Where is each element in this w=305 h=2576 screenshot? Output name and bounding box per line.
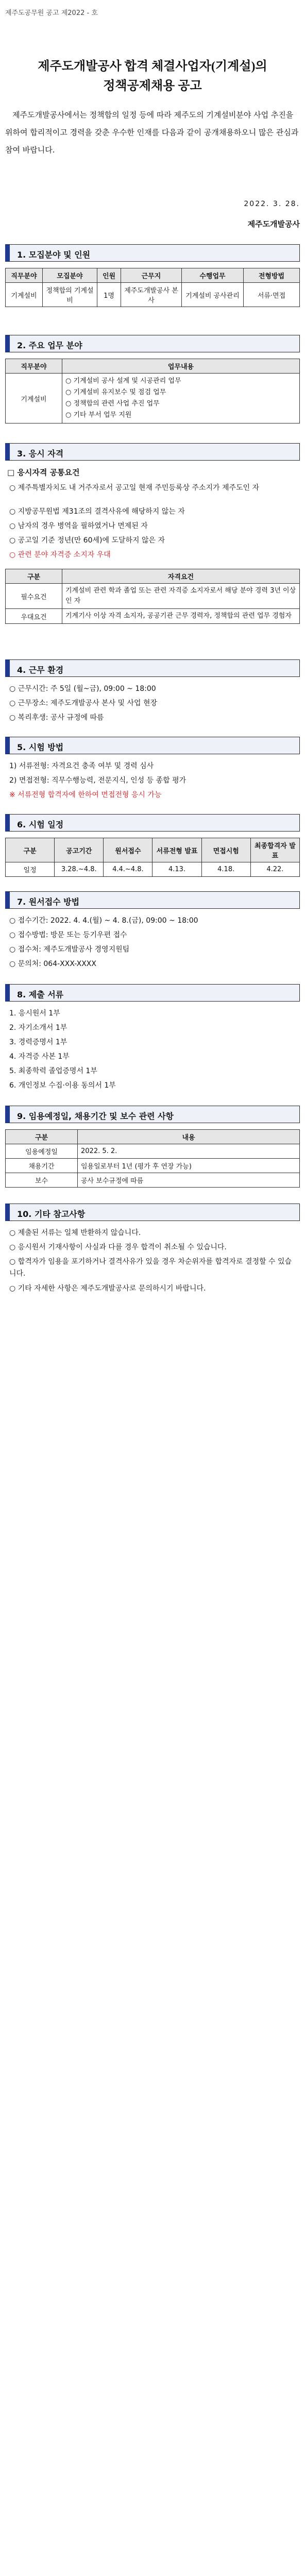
section-5-title: 5. 시험 방법 <box>17 742 64 752</box>
recruit-header: 직무분야 <box>6 268 43 283</box>
docs-item: 1. 응시원서 1부 <box>9 1009 60 1018</box>
recruit-table <box>5 268 300 307</box>
pay-header: 내용 <box>78 1130 300 1144</box>
schedule-cell: 3.28.~4.8. <box>55 862 104 877</box>
schedule-cell: 4.18. <box>201 862 250 877</box>
section-4-header <box>5 659 300 677</box>
recruit-header: 근무지 <box>121 268 182 283</box>
recruit-header: 인원 <box>97 268 121 283</box>
pay-cell: 임용예정일 <box>6 1144 78 1159</box>
recruit-cell: 제주도개발공사 본사 <box>121 283 182 307</box>
schedule-header: 최종합격자 발표 <box>250 838 299 862</box>
section-6-title: 6. 시험 일정 <box>17 820 64 829</box>
section-8-title: 8. 제출 서류 <box>17 990 64 999</box>
recruit-header: 수행업무 <box>182 268 244 283</box>
qualification-item: ○ 제주특별자치도 내 거주자로서 공고일 현재 주민등록상 주소지가 제주도인 자 <box>9 484 260 492</box>
table-row <box>6 374 300 423</box>
recruit-header: 전형방법 <box>244 268 300 283</box>
table-row <box>6 1173 300 1188</box>
qualification-cell: 기계기사 이상 자격 소지자, 공공기관 근무 경력자, 정책합의 관련 업무 경험자 <box>62 609 300 624</box>
qualification-cell: 우대요건 <box>6 609 62 624</box>
schedule-header: 원서접수 <box>104 838 152 862</box>
exam-item: 2) 면접전형: 직무수행능력, 전문지식, 인성 등 종합 평가 <box>9 776 187 785</box>
intro-paragraph: 제주도개발공사에서는 정책합의 일정 등에 따라 제주도의 기계설비분야 사업 추진을 위하여 합리적이고 경력을 갖춘 우수한 인재를 다음과 같이 공개채용하오니 많은 관심과 참여 바랍니다. <box>5 110 299 155</box>
duty-cell: 기계설비 <box>6 374 62 423</box>
section-10-title: 10. 기타 참고사항 <box>17 1209 86 1219</box>
qualification-subhead: □ 응시자격 공통요건 <box>7 468 80 477</box>
section-2-title: 2. 주요 업무 분야 <box>17 341 82 350</box>
section-9-header <box>5 1106 300 1123</box>
exam-item: 1) 서류전형: 자격요건 충족 여부 및 경력 심사 <box>9 762 154 770</box>
etc-item: ○ 합격자가 임용을 포기하거나 결격사유가 있을 경우 차순위자를 합격자로 결정할 수 있습니다. <box>9 1258 292 1278</box>
recruit-cell: 1명 <box>97 283 121 307</box>
table-row <box>6 862 300 877</box>
table-row <box>6 609 300 624</box>
section-4-title: 4. 근무 환경 <box>17 665 64 675</box>
pay-cell: 공사 보수규정에 따름 <box>78 1173 300 1188</box>
schedule-header: 서류전형 발표 <box>152 838 201 862</box>
section-3-header <box>5 443 300 461</box>
recruit-cell: 정책합의 기계설비 <box>43 283 97 307</box>
schedule-cell: 4.22. <box>250 862 299 877</box>
schedule-cell: 4.13. <box>152 862 201 877</box>
qualification-cell: 기계설비 관련 학과 졸업 또는 관련 자격증 소지자로서 해당 분야 경력 3년 이상인 자 <box>62 584 300 609</box>
section-8-header <box>5 984 300 1002</box>
issuer-name: 제주도개발공사 <box>247 219 300 229</box>
section-6-header <box>5 814 300 832</box>
pay-cell: 임용일로부터 1년 (평가 후 연장 가능) <box>78 1159 300 1173</box>
section-1-title: 1. 모집분야 및 인원 <box>17 250 91 260</box>
pay-cell: 보수 <box>6 1173 78 1188</box>
section-3-title: 3. 응시 자격 <box>17 449 64 459</box>
duty-cell: ○ 기계설비 공사 설계 및 시공관리 업무 ○ 기계설비 유지보수 및 점검 업무 ○ 정책합의 관련 사업 추진 업무 ○ 기타 부서 업무 지원 <box>62 374 300 423</box>
exam-note: ※ 서류전형 합격자에 한하여 면접전형 응시 가능 <box>9 791 162 799</box>
etc-item: ○ 응시원서 기재사항이 사실과 다를 경우 합격이 취소될 수 있습니다. <box>9 1243 227 1251</box>
schedule-cell: 일정 <box>6 862 55 877</box>
recruit-cell: 기계설비 공사관리 <box>182 283 244 307</box>
table-row <box>6 584 300 609</box>
page-title-line-2: 정책공제채용 공고 <box>103 79 202 93</box>
qualification-header: 구분 <box>6 569 62 584</box>
qualification-item: ○ 공고일 기준 정년(만 60세)에 도달하지 않은 자 <box>9 536 165 545</box>
qualification-item: ○ 지방공무원법 제31조의 결격사유에 해당하지 않는 자 <box>9 507 185 516</box>
qualification-item: ○ 남자의 경우 병역을 필하였거나 면제된 자 <box>9 522 148 530</box>
apply-item: ○ 접수기간: 2022. 4. 4.(월) ~ 4. 8.(금), 09:00 ~ 18:00 <box>9 917 198 925</box>
section-10-header <box>5 1204 300 1221</box>
docs-item: 3. 경력증명서 1부 <box>9 1038 67 1046</box>
etc-item: ○ 기타 자세한 사항은 제주도개발공사로 문의하시기 바랍니다. <box>9 1284 206 1293</box>
section-7-title: 7. 원서접수 방법 <box>17 897 80 907</box>
schedule-header: 면접시험 <box>201 838 250 862</box>
apply-item: ○ 문의처: 064-XXX-XXXX <box>9 960 96 968</box>
docs-item: 5. 최종학력 졸업증명서 1부 <box>9 1067 97 1075</box>
env-item: ○ 근무시간: 주 5일 (월~금), 09:00 ~ 18:00 <box>9 685 156 693</box>
notice-number: 제주도공무원 공고 제2022 - 호 <box>5 9 98 17</box>
schedule-header: 구분 <box>6 838 55 862</box>
schedule-cell: 4.4.~4.8. <box>104 862 152 877</box>
duty-header: 직무분야 <box>6 359 62 374</box>
docs-item: 6. 개인정보 수집·이용 동의서 1부 <box>9 1081 116 1090</box>
section-1-header <box>5 244 300 262</box>
section-9-title: 9. 임용예정일, 채용기간 및 보수 관련 사항 <box>17 1111 174 1121</box>
page-title-line-1: 제주도개발공사 합격 체결사업자(기계설)의 <box>38 60 267 73</box>
docs-item: 4. 자격증 사본 1부 <box>9 1053 70 1061</box>
table-row <box>6 1159 300 1173</box>
recruit-cell: 서류·면접 <box>244 283 300 307</box>
recruit-header: 모집분야 <box>43 268 97 283</box>
qualification-item: ○ 관련 분야 자격증 소지자 우대 <box>9 551 111 559</box>
section-7-header <box>5 891 300 909</box>
docs-item: 2. 자기소개서 1부 <box>9 1024 67 1032</box>
qualification-table <box>5 569 300 624</box>
env-item: ○ 복리후생: 공사 규정에 따름 <box>9 714 104 722</box>
notice-date: 2022. 3. 28. <box>244 200 300 208</box>
etc-item: ○ 제출된 서류는 일체 반환하지 않습니다. <box>9 1229 141 1237</box>
section-5-header <box>5 737 300 754</box>
schedule-header: 공고기간 <box>55 838 104 862</box>
duty-header: 업무내용 <box>62 359 300 374</box>
env-item: ○ 근무장소: 제주도개발공사 본사 및 사업 현장 <box>9 699 158 707</box>
qualification-cell: 필수요건 <box>6 584 62 609</box>
duty-table <box>5 359 300 423</box>
qualification-header: 자격요건 <box>62 569 300 584</box>
apply-item: ○ 접수방법: 방문 또는 등기우편 접수 <box>9 931 127 939</box>
pay-table <box>5 1129 300 1188</box>
pay-cell: 채용기간 <box>6 1159 78 1173</box>
table-row <box>6 283 300 307</box>
schedule-table <box>5 838 300 877</box>
recruit-cell: 기계설비 <box>6 283 43 307</box>
pay-header: 구분 <box>6 1130 78 1144</box>
table-row <box>6 1144 300 1159</box>
pay-cell: 2022. 5. 2. <box>78 1144 300 1159</box>
section-2-header <box>5 335 300 352</box>
apply-item: ○ 접수처: 제주도개발공사 경영지원팀 <box>9 945 130 954</box>
